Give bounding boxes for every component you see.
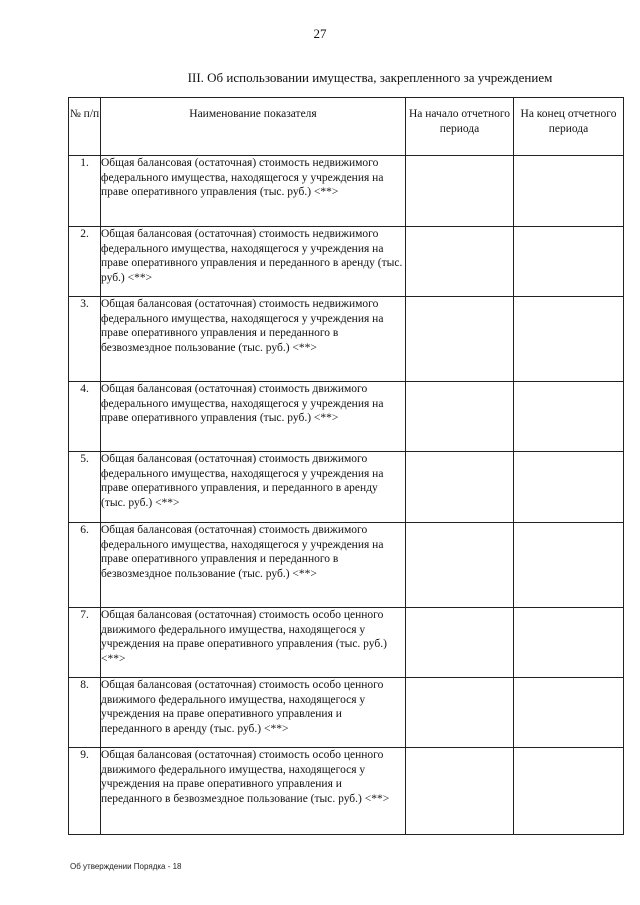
row-num: 6. [69,523,101,608]
row-end-value [514,523,624,608]
page-footer: Об утверждении Порядка - 18 [70,862,182,871]
table-row [69,523,624,608]
row-start-value [406,452,514,523]
row-name: Общая балансовая (остаточная) стоимость особо ценного движимого федерального имущества, находящегося у учреждения на праве оперативного управления и переданного в аренду (тыс. руб.) <**> [101,678,406,748]
row-end-value [514,678,624,748]
row-start-value [406,297,514,382]
row-end-value [514,297,624,382]
table-row [69,382,624,452]
header-name: Наименование показателя [101,98,406,156]
table-row [69,748,624,835]
row-start-value [406,156,514,227]
row-end-value [514,748,624,835]
row-end-value [514,382,624,452]
row-num: 7. [69,608,101,678]
property-usage-table [68,97,624,835]
row-start-value [406,227,514,297]
row-end-value [514,452,624,523]
row-end-value [514,227,624,297]
row-name: Общая балансовая (остаточная) стоимость недвижимого федерального имущества, находящегося у учреждения на праве оперативного управления и переданного в безвозмездное пользование (тыс. руб.) <**> [101,297,406,382]
table-row [69,678,624,748]
table-row [69,608,624,678]
row-num: 1. [69,156,101,227]
row-start-value [406,748,514,835]
row-name: Общая балансовая (остаточная) стоимость особо ценного движимого федерального имущества, находящегося у учреждения на праве оперативного управления (тыс. руб.) <**> [101,608,406,678]
row-name: Общая балансовая (остаточная) стоимость движимого федерального имущества, находящегося у учреждения на праве оперативного управления и переданного в безвозмездное пользование (тыс. руб.) <**> [101,523,406,608]
row-name: Общая балансовая (остаточная) стоимость недвижимого федерального имущества, находящегося у учреждения на праве оперативного управления (тыс. руб.) <**> [101,156,406,227]
row-name: Общая балансовая (остаточная) стоимость движимого федерального имущества, находящегося у учреждения на праве оперативного управления (тыс. руб.) <**> [101,382,406,452]
row-num: 8. [69,678,101,748]
row-num: 3. [69,297,101,382]
row-num: 9. [69,748,101,835]
table-row [69,452,624,523]
table-row [69,297,624,382]
row-name: Общая балансовая (остаточная) стоимость особо ценного движимого федерального имущества, находящегося у учреждения на праве оперативного управления и переданного в безвозмездное пользование (тыс. руб.) <**> [101,748,406,835]
row-start-value [406,523,514,608]
row-num: 2. [69,227,101,297]
table-header-row [69,98,624,156]
row-num: 5. [69,452,101,523]
row-start-value [406,678,514,748]
row-end-value [514,156,624,227]
header-end: На конец отчетного периода [514,98,624,156]
section-title: III. Об использовании имущества, закрепленного за учреждением [187,70,553,85]
row-start-value [406,608,514,678]
header-num: № п/п [69,98,101,156]
table-row [69,156,624,227]
row-num: 4. [69,382,101,452]
row-end-value [514,608,624,678]
table-row [69,227,624,297]
row-name: Общая балансовая (остаточная) стоимость недвижимого федерального имущества, находящегося у учреждения на праве оперативного управления и переданного в аренду (тыс. руб.) <**> [101,227,406,297]
page-number: 27 [313,26,327,41]
row-name: Общая балансовая (остаточная) стоимость движимого федерального имущества, находящегося у учреждения на праве оперативного управления, и переданного в аренду (тыс. руб.) <**> [101,452,406,523]
header-start: На начало отчетного периода [406,98,514,156]
row-start-value [406,382,514,452]
